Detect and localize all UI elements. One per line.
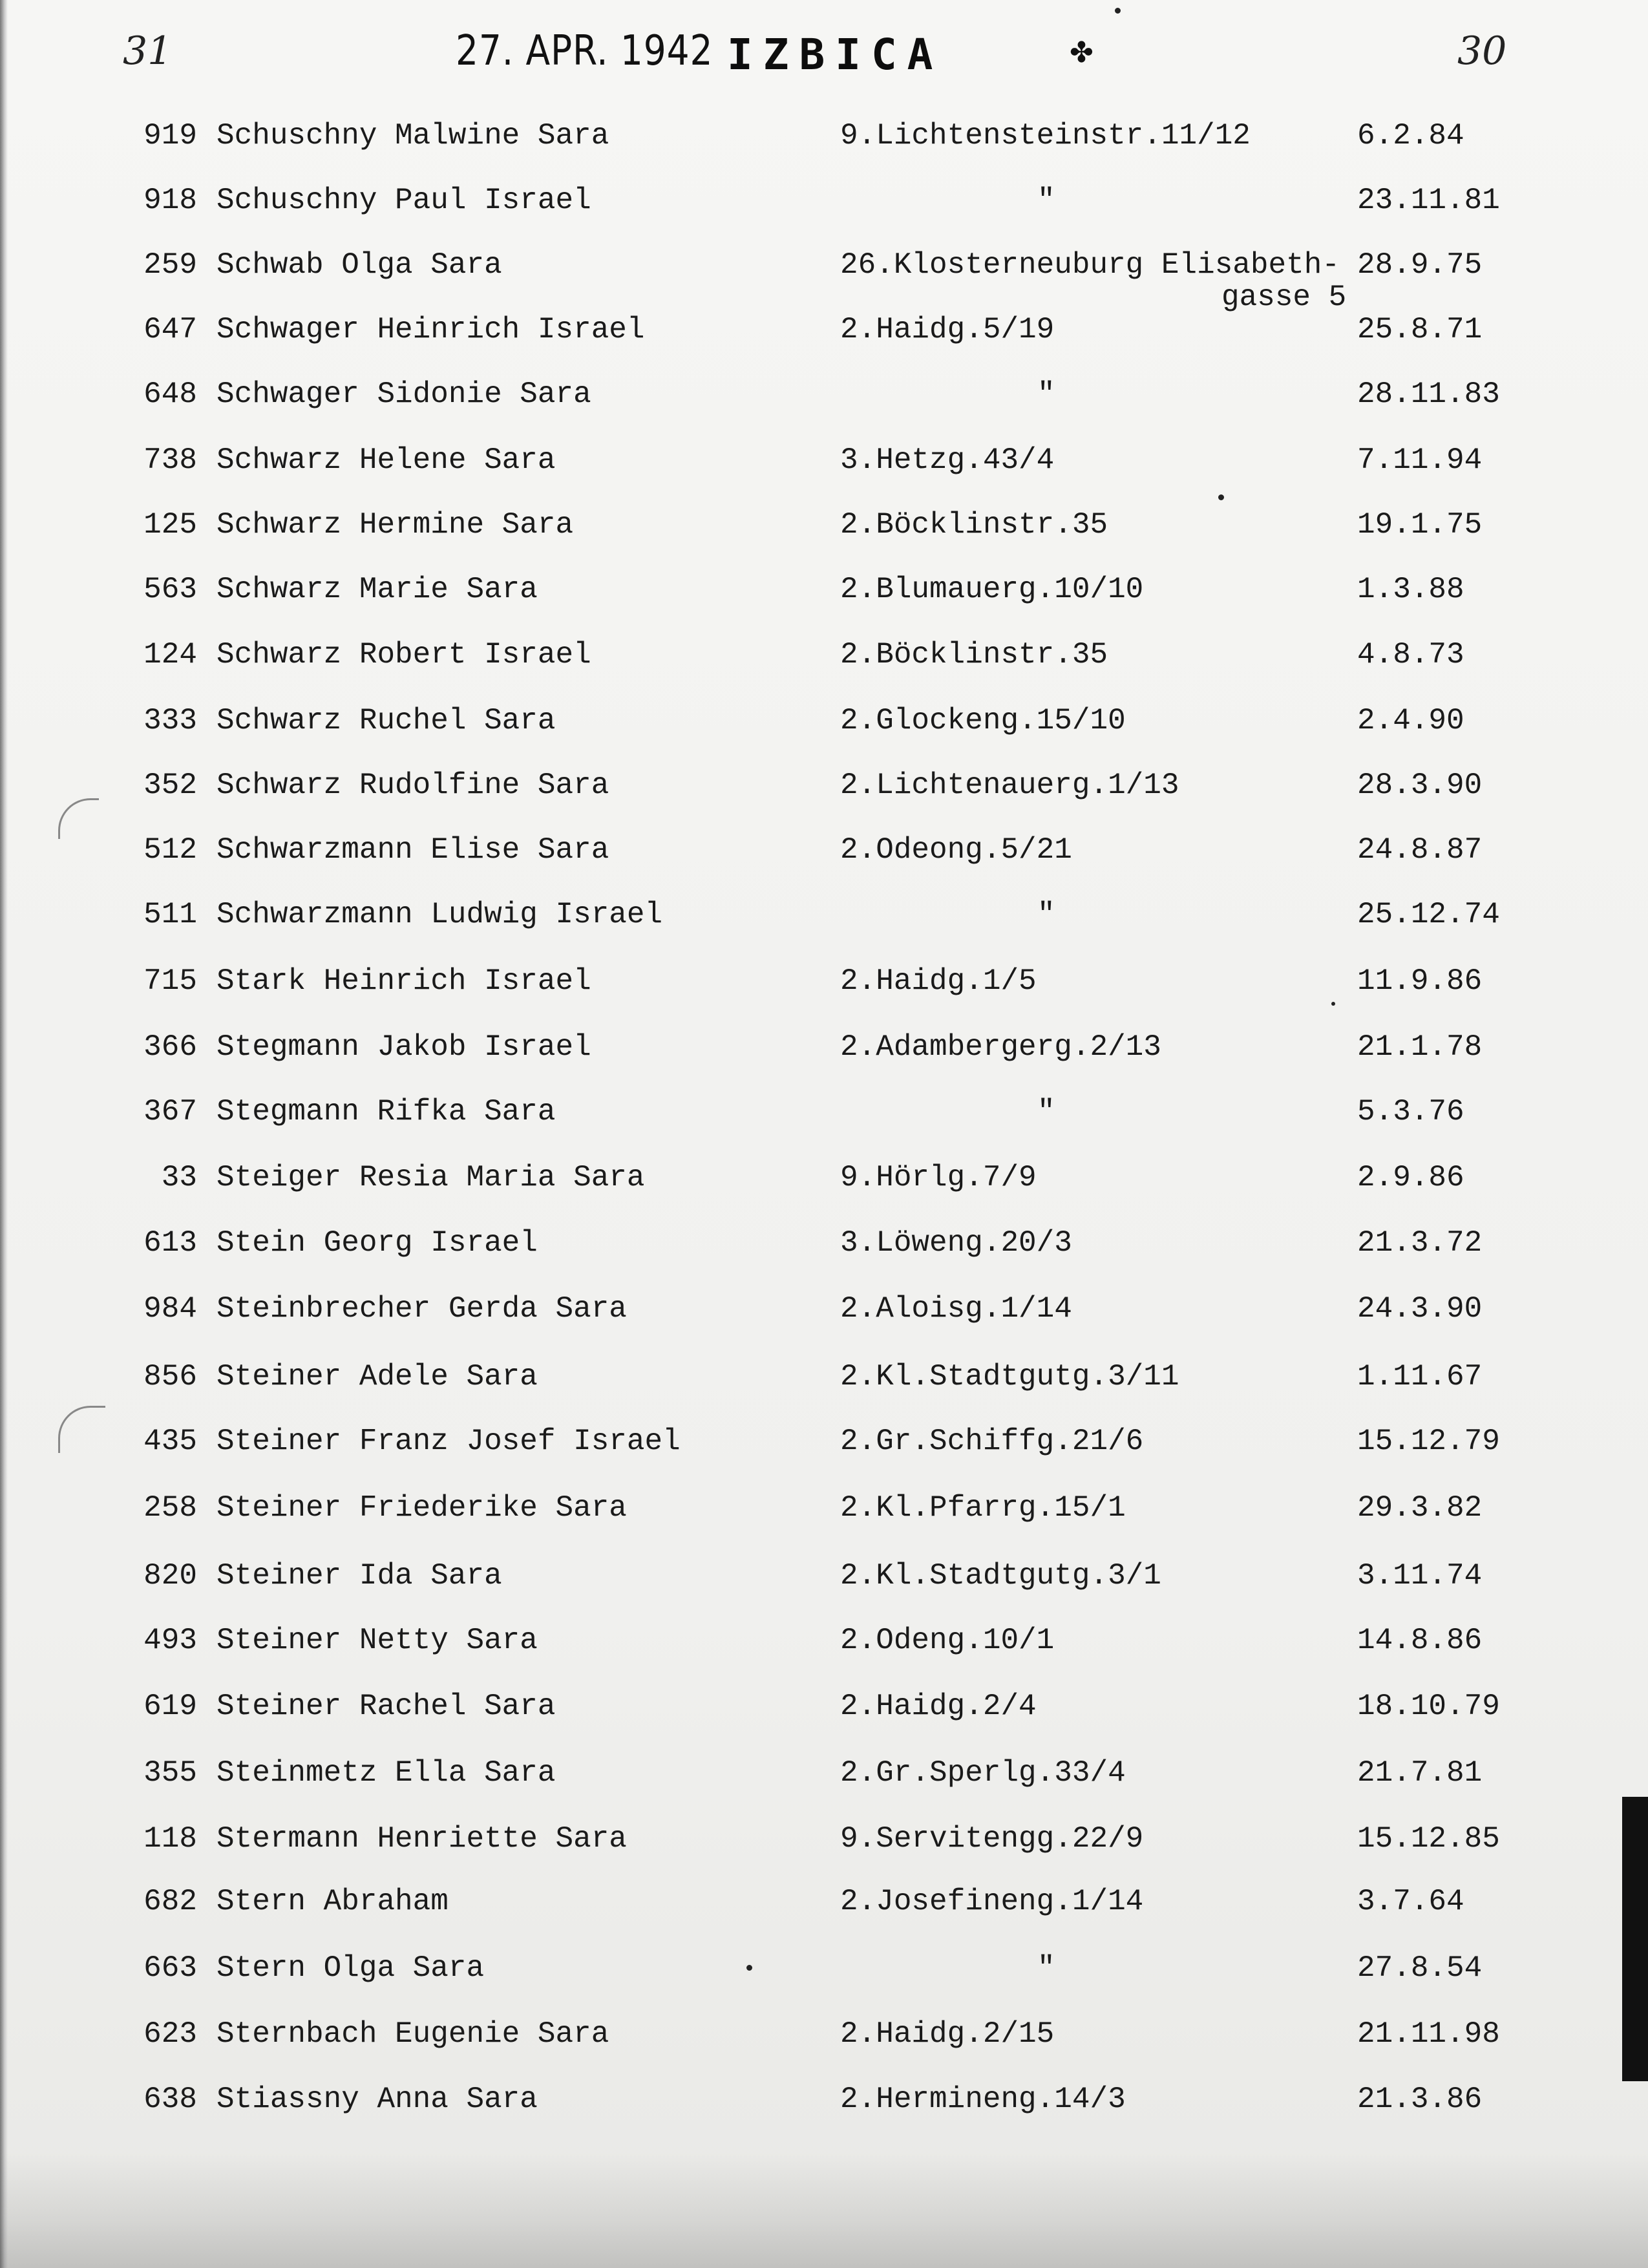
list-item bbox=[0, 1882, 1648, 1940]
person-name: Schuschny Malwine Sara bbox=[217, 119, 609, 153]
page-header bbox=[0, 19, 1648, 90]
birth-date: 28.9.75 bbox=[1357, 248, 1483, 282]
birth-date: 1.3.88 bbox=[1357, 573, 1464, 606]
address: 2.Haidg.5/19 bbox=[840, 313, 1055, 346]
address: 9.Servitengg.22/9 bbox=[840, 1822, 1144, 1856]
list-item bbox=[0, 1621, 1648, 1679]
entry-number: 682 bbox=[143, 1885, 197, 1918]
person-name: Schwarz Robert Israel bbox=[217, 638, 591, 672]
birth-date: 21.3.86 bbox=[1357, 2083, 1483, 2116]
address: 2.Haidg.1/5 bbox=[840, 964, 1037, 998]
ink-speck bbox=[1115, 8, 1121, 14]
list-item bbox=[0, 1357, 1648, 1415]
address-continuation: gasse 5 bbox=[1221, 281, 1347, 314]
birth-date: 18.10.79 bbox=[1357, 1690, 1500, 1723]
entry-number: 493 bbox=[143, 1624, 197, 1657]
address: 2.Haidg.2/15 bbox=[840, 2017, 1055, 2051]
entry-number: 715 bbox=[143, 964, 197, 998]
list-item bbox=[0, 1028, 1648, 1086]
address: 2.Blumauerg.10/10 bbox=[840, 573, 1144, 606]
page-number-left: 31 bbox=[123, 28, 173, 74]
list-item bbox=[0, 1949, 1648, 2007]
list-item bbox=[0, 2015, 1648, 2073]
birth-date: 14.8.86 bbox=[1357, 1624, 1483, 1657]
entry-number: 259 bbox=[143, 248, 197, 282]
birth-date: 21.1.78 bbox=[1357, 1030, 1483, 1064]
address: 2.Kl.Pfarrg.15/1 bbox=[840, 1491, 1126, 1525]
list-item bbox=[0, 1224, 1648, 1282]
entry-number: 856 bbox=[143, 1360, 197, 1394]
birth-date: 2.9.86 bbox=[1357, 1161, 1464, 1194]
birth-date: 2.4.90 bbox=[1357, 704, 1464, 737]
person-name: Schwarz Helene Sara bbox=[217, 443, 556, 477]
birth-date: 23.11.81 bbox=[1357, 184, 1500, 217]
person-name: Schwarzmann Elise Sara bbox=[217, 833, 609, 867]
address: 3.Hetzg.43/4 bbox=[840, 443, 1055, 477]
entry-number: 638 bbox=[143, 2083, 197, 2116]
entry-number: 118 bbox=[143, 1822, 197, 1856]
birth-date: 21.11.98 bbox=[1357, 2017, 1500, 2051]
birth-date: 6.2.84 bbox=[1357, 119, 1464, 153]
birth-date: 24.3.90 bbox=[1357, 1292, 1483, 1326]
person-name: Steiger Resia Maria Sara bbox=[217, 1161, 645, 1194]
entry-number: 648 bbox=[143, 377, 197, 411]
page-bottom-shade bbox=[0, 2152, 1648, 2268]
list-item bbox=[0, 1422, 1648, 1480]
address-ditto: " bbox=[1037, 377, 1055, 411]
list-item bbox=[0, 246, 1648, 314]
person-name: Schuschny Paul Israel bbox=[217, 184, 591, 217]
birth-date: 7.11.94 bbox=[1357, 443, 1483, 477]
person-name: Schwarz Rudolfine Sara bbox=[217, 768, 609, 802]
entry-number: 352 bbox=[143, 768, 197, 802]
entry-number: 333 bbox=[143, 704, 197, 737]
birth-date: 19.1.75 bbox=[1357, 508, 1483, 542]
person-name: Steinbrecher Gerda Sara bbox=[217, 1292, 627, 1326]
entry-number: 125 bbox=[143, 508, 197, 542]
entry-number: 435 bbox=[143, 1425, 197, 1458]
birth-date: 3.7.64 bbox=[1357, 1885, 1464, 1918]
list-item bbox=[0, 181, 1648, 239]
birth-date: 27.8.54 bbox=[1357, 1951, 1483, 1985]
person-name: Stark Heinrich Israel bbox=[217, 964, 591, 998]
entry-number: 124 bbox=[143, 638, 197, 672]
address-ditto: " bbox=[1037, 898, 1055, 931]
address: 2.Gr.Schiffg.21/6 bbox=[840, 1425, 1144, 1458]
person-name: Stern Olga Sara bbox=[217, 1951, 485, 1985]
person-name: Steiner Ida Sara bbox=[217, 1559, 502, 1593]
entry-number: 511 bbox=[143, 898, 197, 931]
list-item bbox=[0, 895, 1648, 953]
birth-date: 21.3.72 bbox=[1357, 1226, 1483, 1260]
entry-number: 984 bbox=[143, 1292, 197, 1326]
entry-number: 918 bbox=[143, 184, 197, 217]
address: 2.Josefineng.1/14 bbox=[840, 1885, 1144, 1918]
person-name: Steiner Franz Josef Israel bbox=[217, 1425, 681, 1458]
list-item bbox=[0, 310, 1648, 368]
list-item bbox=[0, 701, 1648, 759]
birth-date: 28.3.90 bbox=[1357, 768, 1483, 802]
address: 9.Hörlg.7/9 bbox=[840, 1161, 1037, 1194]
entry-number: 663 bbox=[143, 1951, 197, 1985]
address: 26.Klosterneuburg Elisabeth- bbox=[840, 248, 1340, 282]
address: 2.Kl.Stadtgutg.3/1 bbox=[840, 1559, 1161, 1593]
birth-date: 25.12.74 bbox=[1357, 898, 1500, 931]
address: 2.Hermineng.14/3 bbox=[840, 2083, 1126, 2116]
birth-date: 3.11.74 bbox=[1357, 1559, 1483, 1593]
stamp-mark: ✤ bbox=[1070, 36, 1093, 69]
birth-date: 24.8.87 bbox=[1357, 833, 1483, 867]
list-item bbox=[0, 1158, 1648, 1216]
birth-date: 5.3.76 bbox=[1357, 1095, 1464, 1129]
list-item bbox=[0, 1092, 1648, 1150]
person-name: Stermann Henriette Sara bbox=[217, 1822, 627, 1856]
list-item bbox=[0, 766, 1648, 824]
person-name: Schwab Olga Sara bbox=[217, 248, 502, 282]
entry-number: 738 bbox=[143, 443, 197, 477]
birth-date: 28.11.83 bbox=[1357, 377, 1500, 411]
person-name: Steiner Adele Sara bbox=[217, 1360, 538, 1394]
list-item bbox=[0, 635, 1648, 694]
list-item bbox=[0, 1687, 1648, 1745]
address: 2.Lichtenauerg.1/13 bbox=[840, 768, 1179, 802]
list-item bbox=[0, 831, 1648, 889]
date-stamp: 27. APR. 1942 bbox=[456, 27, 713, 75]
address: 2.Aloisg.1/14 bbox=[840, 1292, 1072, 1326]
list-item bbox=[0, 962, 1648, 1020]
list-item bbox=[0, 1489, 1648, 1547]
entry-number: 613 bbox=[143, 1226, 197, 1260]
entry-number: 366 bbox=[143, 1030, 197, 1064]
birth-date: 29.3.82 bbox=[1357, 1491, 1483, 1525]
person-name: Schwarz Marie Sara bbox=[217, 573, 538, 606]
list-item bbox=[0, 1754, 1648, 1812]
entry-number: 512 bbox=[143, 833, 197, 867]
person-name: Stegmann Jakob Israel bbox=[217, 1030, 591, 1064]
list-item bbox=[0, 1289, 1648, 1348]
person-name: Schwarz Ruchel Sara bbox=[217, 704, 556, 737]
entry-number: 367 bbox=[143, 1095, 197, 1129]
place-stamp: IZBICA bbox=[727, 30, 944, 79]
birth-date: 15.12.79 bbox=[1357, 1425, 1500, 1458]
address: 2.Böcklinstr.35 bbox=[840, 638, 1108, 672]
list-item bbox=[0, 2080, 1648, 2138]
list-item bbox=[0, 116, 1648, 175]
entry-number: 355 bbox=[143, 1756, 197, 1790]
address: 2.Gr.Sperlg.33/4 bbox=[840, 1756, 1126, 1790]
list-item bbox=[0, 441, 1648, 499]
person-name: Stegmann Rifka Sara bbox=[217, 1095, 556, 1129]
person-name: Stiassny Anna Sara bbox=[217, 2083, 538, 2116]
address-ditto: " bbox=[1037, 1095, 1055, 1129]
address: 9.Lichtensteinstr.11/12 bbox=[840, 119, 1251, 153]
person-name: Schwarz Hermine Sara bbox=[217, 508, 574, 542]
entry-number: 820 bbox=[143, 1559, 197, 1593]
entry-number: 33 bbox=[161, 1161, 197, 1194]
birth-date: 4.8.73 bbox=[1357, 638, 1464, 672]
person-name: Sternbach Eugenie Sara bbox=[217, 2017, 609, 2051]
person-name: Steiner Rachel Sara bbox=[217, 1690, 556, 1723]
birth-date: 21.7.81 bbox=[1357, 1756, 1483, 1790]
person-name: Schwager Heinrich Israel bbox=[217, 313, 645, 346]
address: 2.Glockeng.15/10 bbox=[840, 704, 1126, 737]
entry-number: 619 bbox=[143, 1690, 197, 1723]
address: 2.Böcklinstr.35 bbox=[840, 508, 1108, 542]
list-item bbox=[0, 570, 1648, 628]
list-item bbox=[0, 375, 1648, 433]
person-name: Steiner Friederike Sara bbox=[217, 1491, 627, 1525]
address: 2.Odeng.10/1 bbox=[840, 1624, 1055, 1657]
person-name: Stein Georg Israel bbox=[217, 1226, 538, 1260]
list-item bbox=[0, 1556, 1648, 1615]
birth-date: 25.8.71 bbox=[1357, 313, 1483, 346]
birth-date: 1.11.67 bbox=[1357, 1360, 1483, 1394]
address: 2.Kl.Stadtgutg.3/11 bbox=[840, 1360, 1179, 1394]
address-ditto: " bbox=[1037, 1951, 1055, 1985]
birth-date: 15.12.85 bbox=[1357, 1822, 1500, 1856]
address: 2.Haidg.2/4 bbox=[840, 1690, 1037, 1723]
page-number-right: 30 bbox=[1457, 28, 1507, 74]
address: 2.Adambergerg.2/13 bbox=[840, 1030, 1161, 1064]
list-item bbox=[0, 505, 1648, 564]
entry-number: 258 bbox=[143, 1491, 197, 1525]
entry-number: 623 bbox=[143, 2017, 197, 2051]
entry-number: 563 bbox=[143, 573, 197, 606]
entry-number: 919 bbox=[143, 119, 197, 153]
person-name: Steiner Netty Sara bbox=[217, 1624, 538, 1657]
entry-number: 647 bbox=[143, 313, 197, 346]
person-name: Schwager Sidonie Sara bbox=[217, 377, 591, 411]
person-name: Schwarzmann Ludwig Israel bbox=[217, 898, 663, 931]
person-name: Stern Abraham bbox=[217, 1885, 449, 1918]
address: 3.Löweng.20/3 bbox=[840, 1226, 1072, 1260]
birth-date: 11.9.86 bbox=[1357, 964, 1483, 998]
list-item bbox=[0, 1819, 1648, 1878]
address: 2.Odeong.5/21 bbox=[840, 833, 1072, 867]
person-name: Steinmetz Ella Sara bbox=[217, 1756, 556, 1790]
address-ditto: " bbox=[1037, 184, 1055, 217]
